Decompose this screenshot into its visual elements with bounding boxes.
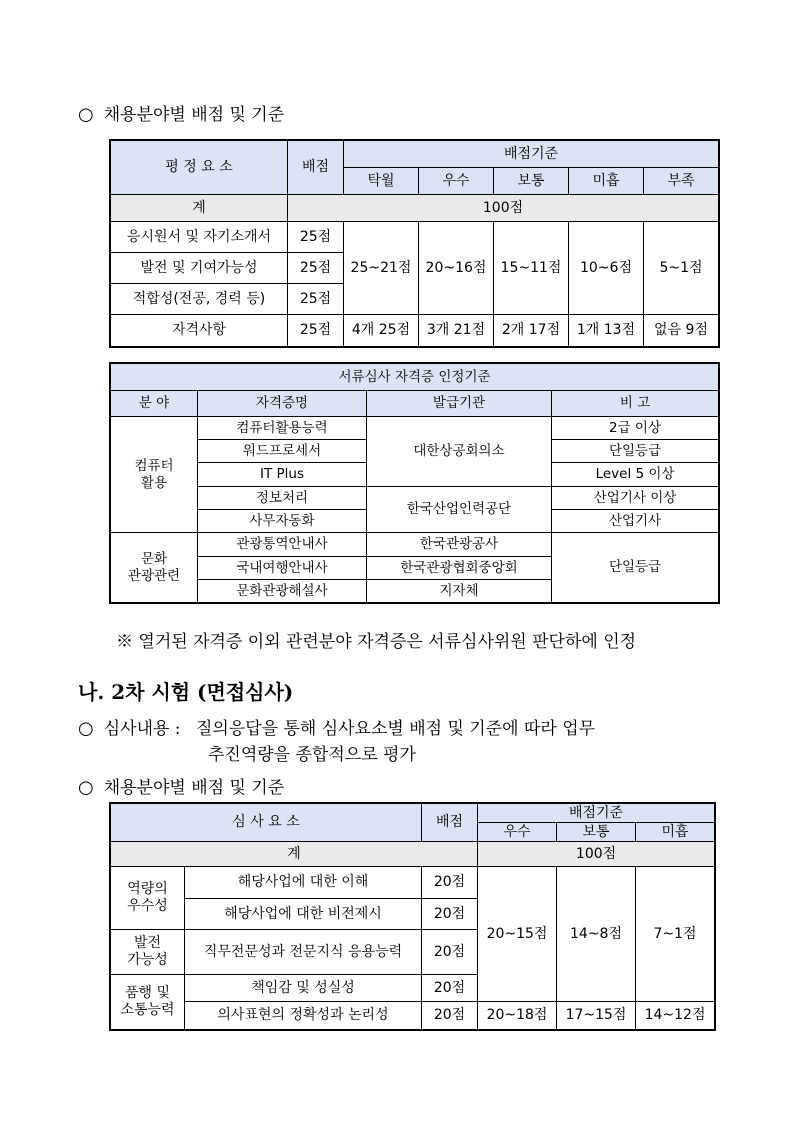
total-value: 100점	[288, 195, 719, 222]
issuer-cell: 대한상공회의소	[367, 417, 552, 487]
header-criteria: 배점기준	[344, 141, 719, 168]
content-label: 심사내용 :	[103, 719, 181, 739]
bullet-circle-icon: ○	[78, 777, 94, 798]
grade-header: 우수	[478, 823, 557, 842]
factor-cell: 발전 및 기여가능성	[111, 253, 288, 284]
range-cell: 20~15점	[478, 867, 557, 1002]
section1-heading-text: 채용분야별 배점 및 기준	[103, 105, 285, 125]
group-cell: 품행 및 소통능력	[111, 975, 185, 1030]
grade-header: 부족	[644, 168, 719, 195]
score-cell: 20점	[422, 930, 478, 975]
range-cell: 10~6점	[569, 222, 644, 315]
cert-header: 발급기관	[367, 391, 552, 417]
issuer-cell: 지자체	[367, 580, 552, 603]
note-cell: 산업기사	[552, 510, 719, 533]
issuer-cell: 한국관광협회중앙회	[367, 557, 552, 580]
bullet-circle-icon: ○	[78, 718, 94, 739]
cert-name: 사무자동화	[198, 510, 367, 533]
total-label: 계	[111, 842, 478, 867]
note-cell: 단일등급	[552, 440, 719, 463]
note-cell: 단일등급	[552, 533, 719, 603]
section2-heading	[78, 773, 284, 798]
grade-header: 미흡	[636, 823, 715, 842]
factor-cell: 적합성(전공, 경력 등)	[111, 284, 288, 315]
range-cell: 20~16점	[419, 222, 494, 315]
range-cell: 25~21점	[344, 222, 419, 315]
factor-cell: 응시원서 및 자기소개서	[111, 222, 288, 253]
evaluation-table	[110, 140, 719, 347]
group-cell: 발전 가능성	[111, 930, 185, 975]
interview-table	[110, 803, 715, 1030]
cert-score-cell: 없음 9점	[644, 315, 719, 347]
field-cell: 컴퓨터 활용	[111, 417, 198, 533]
cert-name: 컴퓨터활용능력	[198, 417, 367, 440]
item-cell: 해당사업에 대한 이해	[185, 867, 422, 899]
item-cell: 해당사업에 대한 비전제시	[185, 899, 422, 930]
score-cell: 20점	[422, 867, 478, 899]
cert-name: 문화관광해설사	[198, 580, 367, 603]
cert-score-cell: 4개 25점	[344, 315, 419, 347]
item-cell: 책임감 및 성실성	[185, 975, 422, 1002]
cert-name: 국내여행안내사	[198, 557, 367, 580]
grade-header: 미흡	[569, 168, 644, 195]
section2-content	[78, 714, 595, 739]
section1-heading	[78, 100, 284, 125]
cert-header: 자격증명	[198, 391, 367, 417]
cert-name: 워드프로세서	[198, 440, 367, 463]
field-cell: 문화 관광관련	[111, 533, 198, 603]
content-line1: 질의응답을 통해 심사요소별 배점 및 기준에 따라 업무	[195, 719, 596, 739]
cert-name: IT Plus	[198, 463, 367, 487]
total-value: 100점	[478, 842, 715, 867]
range-cell: 14~8점	[557, 867, 636, 1002]
score-cell: 25점	[288, 222, 344, 253]
grade-header: 우수	[419, 168, 494, 195]
grade-header: 보통	[557, 823, 636, 842]
grade-header: 탁월	[344, 168, 419, 195]
score-cell: 20점	[422, 975, 478, 1002]
content-line2: 추진역량을 종합적으로 평가	[208, 745, 416, 765]
score-cell: 25점	[288, 253, 344, 284]
grade-header: 보통	[494, 168, 569, 195]
header-criteria: 배점기준	[478, 804, 715, 823]
score-cell: 20점	[422, 1002, 478, 1030]
cert-score-cell: 2개 17점	[494, 315, 569, 347]
certificate-table	[110, 363, 719, 603]
header-factor: 평 정 요 소	[111, 141, 288, 195]
item-cell: 의사표현의 정확성과 논리성	[185, 1002, 422, 1030]
note-cell: 2급 이상	[552, 417, 719, 440]
issuer-cell: 한국관광공사	[367, 533, 552, 557]
group-cell: 역량의 우수성	[111, 867, 185, 930]
cert-header: 비 고	[552, 391, 719, 417]
note-cell: 산업기사 이상	[552, 487, 719, 510]
header-factor: 심 사 요 소	[111, 804, 422, 842]
header-score: 배점	[288, 141, 344, 195]
cert-score-cell: 3개 21점	[419, 315, 494, 347]
range-cell: 14~12점	[636, 1002, 715, 1030]
section2-title: 나. 2차 시험 (면접심사)	[78, 680, 294, 704]
cert-name: 관광통역안내사	[198, 533, 367, 557]
certificate-note: ※ 열거된 자격증 이외 관련분야 자격증은 서류심사위원 판단하에 인정	[116, 632, 637, 652]
bullet-circle-icon: ○	[78, 104, 94, 125]
score-cell: 25점	[288, 315, 344, 347]
issuer-cell: 한국산업인력공단	[367, 487, 552, 533]
item-cell: 직무전문성과 전문지식 응용능력	[185, 930, 422, 975]
range-cell: 20~18점	[478, 1002, 557, 1030]
range-cell: 15~11점	[494, 222, 569, 315]
total-label: 계	[111, 195, 288, 222]
header-score: 배점	[422, 804, 478, 842]
cert-table-title: 서류심사 자격증 인정기준	[111, 364, 719, 391]
range-cell: 17~15점	[557, 1002, 636, 1030]
score-cell: 25점	[288, 284, 344, 315]
range-cell: 7~1점	[636, 867, 715, 1002]
factor-cell: 자격사항	[111, 315, 288, 347]
cert-name: 정보처리	[198, 487, 367, 510]
range-cell: 5~1점	[644, 222, 719, 315]
score-cell: 20점	[422, 899, 478, 930]
section2-heading-text: 채용분야별 배점 및 기준	[103, 778, 285, 798]
note-cell: Level 5 이상	[552, 463, 719, 487]
cert-header: 분 야	[111, 391, 198, 417]
cert-score-cell: 1개 13점	[569, 315, 644, 347]
